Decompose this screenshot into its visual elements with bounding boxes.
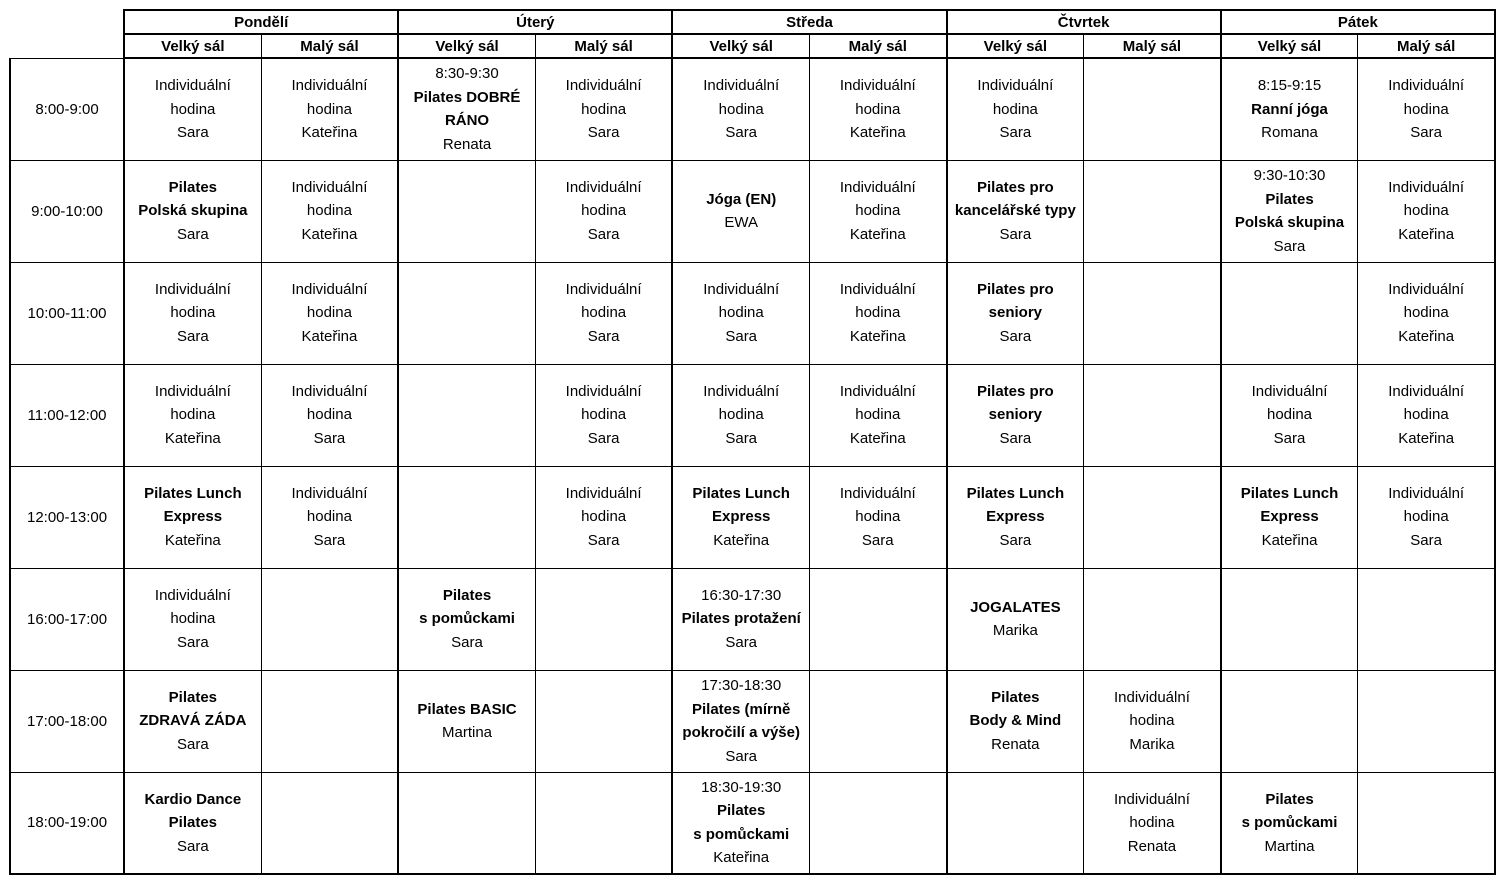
room-header-maly-sal: Malý sál (535, 34, 672, 58)
time-slot-row (10, 262, 1495, 364)
class-info-line: hodina (306, 304, 352, 322)
class-info-line: Individuální (291, 280, 368, 298)
class-info-line: hodina (855, 202, 901, 220)
empty-cell (1084, 58, 1221, 160)
day-header-streda: Středa (672, 10, 946, 34)
room-header-row (10, 34, 1495, 58)
class-info-line: hodina (581, 508, 627, 526)
empty-cell (1221, 670, 1358, 772)
class-info-line: Individuální (1388, 77, 1465, 94)
class-info-line: Kateřina (849, 327, 906, 345)
class-info-line: Individuální (291, 484, 368, 502)
class-cell (124, 772, 261, 874)
class-cell (809, 58, 946, 160)
class-cell (672, 160, 809, 262)
class-info-line: hodina (992, 100, 1038, 118)
class-info-line: Individuální (1113, 790, 1190, 808)
class-cell (947, 58, 1084, 160)
class-title-line: Pilates DOBRÉ (413, 88, 521, 106)
class-info-line: hodina (1129, 712, 1175, 730)
class-title-line: pokročilí a výše) (682, 724, 800, 741)
class-info-line: hodina (306, 508, 352, 526)
class-title-line: Pilates (168, 178, 218, 196)
class-info-line: Individuální (703, 280, 780, 298)
class-title-line: Pilates pro (977, 382, 1054, 400)
empty-cell (535, 670, 672, 772)
class-cell (672, 466, 809, 568)
class-info-line: Romana (1261, 124, 1318, 141)
class-title-line: Pilates protažení (681, 610, 801, 628)
class-info-line: Sara (1410, 124, 1442, 141)
class-title-line: Polská skupina (1234, 214, 1345, 231)
room-header-velky-sal: Velký sál (947, 34, 1084, 58)
class-cell (398, 568, 535, 670)
class-info-line: Individuální (154, 382, 231, 400)
class-info-line: hodina (1129, 814, 1175, 831)
class-info-line: hodina (581, 406, 627, 424)
class-title-line: s pomůckami (419, 610, 515, 628)
class-info-line: Sara (999, 124, 1032, 141)
class-info-line: Sara (587, 429, 620, 447)
room-header-maly-sal: Malý sál (809, 34, 946, 58)
time-label: 9:00-10:00 (10, 160, 124, 262)
class-info-line: Kateřina (1398, 225, 1455, 243)
class-info-line: 16:30-17:30 (701, 586, 782, 604)
time-slot-row (10, 670, 1495, 772)
class-cell (947, 466, 1084, 568)
class-info-line: Individuální (839, 178, 916, 196)
class-info-line: Individuální (839, 77, 916, 94)
class-info-line: hodina (1403, 508, 1449, 526)
class-info-line: hodina (1403, 304, 1449, 322)
class-info-line: 8:30-9:30 (435, 65, 499, 83)
empty-cell (1358, 670, 1495, 772)
class-title-line: s pomůckami (693, 825, 790, 843)
class-info-line: hodina (718, 406, 764, 424)
class-info-line: Individuální (291, 178, 368, 196)
class-info-line: Kateřina (301, 124, 358, 141)
class-cell (398, 58, 535, 160)
time-label: 8:00-9:00 (10, 58, 124, 160)
class-cell (535, 364, 672, 466)
empty-cell (1358, 772, 1495, 874)
class-info-line: Sara (177, 735, 209, 753)
time-label: 11:00-12:00 (10, 364, 124, 466)
class-title-line: Ranní jóga (1251, 100, 1328, 118)
class-info-line: Sara (725, 327, 758, 345)
class-info-line: Individuální (565, 382, 642, 400)
empty-cell (535, 568, 672, 670)
time-label: 16:00-17:00 (10, 568, 124, 670)
class-info-line: hodina (1403, 406, 1449, 424)
class-info-line: Individuální (154, 280, 231, 298)
time-slot-row (10, 772, 1495, 874)
time-label: 17:00-18:00 (10, 670, 124, 772)
class-cell (672, 670, 809, 772)
class-info-line: hodina (1403, 202, 1449, 220)
class-info-line: 8:15-9:15 (1257, 77, 1322, 94)
class-info-line: Sara (313, 531, 346, 549)
class-info-line: Sara (1410, 531, 1442, 549)
class-title-line: Pilates Lunch (966, 484, 1065, 502)
class-title-line: ZDRAVÁ ZÁDA (139, 712, 247, 730)
class-info-line: Kateřina (164, 429, 221, 447)
class-cell (261, 58, 398, 160)
class-cell (1221, 160, 1358, 262)
class-cell (261, 466, 398, 568)
class-info-line: hodina (581, 100, 627, 118)
class-info-line: hodina (581, 304, 627, 322)
class-cell (809, 364, 946, 466)
schedule-table (9, 9, 1496, 875)
class-cell (672, 772, 809, 874)
time-slot-row (10, 58, 1495, 160)
class-info-line: Sara (725, 429, 758, 447)
schedule-body (10, 58, 1495, 874)
class-info-line: Sara (587, 124, 620, 141)
class-info-line: Individuální (154, 586, 231, 604)
room-header-maly-sal: Malý sál (261, 34, 398, 58)
class-title-line: Express (163, 508, 223, 526)
class-info-line: hodina (718, 100, 764, 118)
class-title-line: Jóga (EN) (706, 190, 777, 208)
class-info-line: Individuální (291, 382, 368, 400)
class-info-line: Individuální (1388, 178, 1465, 196)
class-cell (947, 568, 1084, 670)
empty-cell (261, 670, 398, 772)
class-info-line: Sara (587, 531, 620, 549)
class-info-line: Individuální (565, 77, 642, 94)
room-header-velky-sal: Velký sál (1221, 34, 1358, 58)
room-header-maly-sal: Malý sál (1358, 34, 1495, 58)
class-cell (672, 364, 809, 466)
class-title-line: Pilates pro (977, 280, 1054, 298)
class-cell (1221, 364, 1358, 466)
class-info-line: Individuální (1251, 382, 1328, 400)
class-info-line: Kateřina (849, 124, 906, 141)
class-info-line: 17:30-18:30 (701, 677, 782, 694)
room-header-velky-sal: Velký sál (672, 34, 809, 58)
class-info-line: hodina (1266, 406, 1313, 424)
class-cell (1358, 160, 1495, 262)
class-title-line: Express (986, 508, 1045, 526)
class-info-line: Sara (177, 124, 209, 141)
class-info-line: Individuální (154, 77, 231, 94)
class-info-line: Sara (313, 429, 346, 447)
class-title-line: Pilates (168, 688, 218, 706)
class-title-line: Pilates Lunch (692, 484, 790, 502)
class-cell (124, 160, 261, 262)
class-title-line: Polská skupina (138, 202, 248, 220)
class-info-line: Sara (1273, 429, 1306, 447)
class-info-line: 18:30-19:30 (701, 778, 782, 796)
class-info-line: Individuální (703, 77, 780, 94)
class-info-line: Individuální (839, 382, 916, 400)
class-info-line: hodina (306, 100, 352, 118)
class-cell (809, 160, 946, 262)
class-info-line: EWA (724, 214, 758, 231)
time-slot-row (10, 160, 1495, 262)
class-info-line: Sara (999, 327, 1032, 345)
class-info-line: Kateřina (1398, 327, 1455, 345)
class-cell (947, 670, 1084, 772)
room-header-velky-sal: Velký sál (398, 34, 535, 58)
class-info-line: Sara (177, 633, 209, 651)
empty-cell (261, 772, 398, 874)
class-title-line: Pilates Lunch (144, 484, 242, 502)
class-title-line: Pilates (1265, 790, 1314, 808)
time-slot-row (10, 364, 1495, 466)
class-cell (1358, 466, 1495, 568)
day-header-ctvrtek: Čtvrtek (947, 10, 1221, 34)
class-info-line: Sara (999, 429, 1032, 447)
class-cell (947, 160, 1084, 262)
class-title-line: Pilates pro (977, 178, 1054, 196)
class-cell (809, 466, 946, 568)
class-info-line: Sara (999, 531, 1032, 549)
class-info-line: Kateřina (849, 429, 906, 447)
class-title-line: seniory (988, 304, 1043, 322)
class-title-line: Pilates (442, 586, 492, 604)
class-title-line: Pilates (991, 688, 1040, 706)
class-info-line: hodina (170, 406, 216, 424)
class-cell (672, 58, 809, 160)
class-title-line: kancelářské typy (954, 202, 1076, 220)
class-info-line: Individuální (1388, 484, 1465, 502)
empty-cell (1084, 262, 1221, 364)
class-cell (535, 466, 672, 568)
class-title-line: seniory (988, 406, 1043, 424)
class-info-line: Sara (725, 747, 758, 765)
class-info-line: hodina (1403, 100, 1449, 118)
class-info-line: hodina (855, 100, 901, 118)
class-info-line: Individuální (565, 178, 642, 196)
empty-cell (261, 568, 398, 670)
day-header-utery: Úterý (398, 10, 672, 34)
class-info-line: Sara (177, 225, 209, 243)
time-label: 10:00-11:00 (10, 262, 124, 364)
class-info-line: hodina (170, 610, 216, 628)
empty-cell (535, 772, 672, 874)
class-cell (535, 160, 672, 262)
class-info-line: Kateřina (849, 225, 906, 243)
day-header-row (10, 10, 1495, 34)
class-info-line: hodina (855, 304, 901, 322)
class-cell (124, 466, 261, 568)
class-info-line: Kateřina (713, 849, 770, 867)
empty-cell (1221, 262, 1358, 364)
class-title-line: Express (1260, 508, 1319, 526)
class-info-line: Individuální (839, 484, 916, 502)
class-info-line: hodina (718, 304, 764, 322)
class-cell (124, 262, 261, 364)
class-cell (124, 568, 261, 670)
class-cell (1358, 364, 1495, 466)
class-info-line: Martina (442, 724, 493, 741)
class-info-line: Sara (177, 837, 209, 855)
empty-cell (1358, 568, 1495, 670)
class-cell (1358, 58, 1495, 160)
class-info-line: Sara (587, 327, 620, 345)
empty-cell (398, 160, 535, 262)
class-info-line: Sara (1273, 237, 1306, 255)
class-cell (809, 262, 946, 364)
class-info-line: Kateřina (1398, 429, 1455, 447)
class-info-line: Sara (725, 124, 758, 141)
time-label: 18:00-19:00 (10, 772, 124, 874)
class-title-line: Pilates (1265, 190, 1314, 208)
class-cell (1084, 772, 1221, 874)
class-cell (124, 58, 261, 160)
class-info-line: hodina (170, 100, 216, 118)
class-info-line: Individuální (1388, 382, 1465, 400)
room-header-velky-sal: Velký sál (124, 34, 261, 58)
class-cell (535, 58, 672, 160)
class-cell (124, 364, 261, 466)
class-info-line: Individuální (1113, 688, 1190, 706)
class-info-line: Marika (1129, 735, 1175, 753)
empty-cell (809, 772, 946, 874)
time-slot-row (10, 466, 1495, 568)
class-cell (124, 670, 261, 772)
class-cell (672, 262, 809, 364)
empty-cell (809, 670, 946, 772)
class-info-line: 9:30-10:30 (1253, 167, 1326, 184)
empty-cell (809, 568, 946, 670)
class-info-line: Kateřina (301, 327, 358, 345)
day-header-pondeli: Pondělí (124, 10, 398, 34)
empty-cell (947, 772, 1084, 874)
class-cell (261, 160, 398, 262)
empty-cell (398, 772, 535, 874)
class-cell (672, 568, 809, 670)
class-cell (1221, 58, 1358, 160)
class-cell (947, 262, 1084, 364)
day-header-patek: Pátek (1221, 10, 1495, 34)
class-info-line: Individuální (839, 280, 916, 298)
class-info-line: Sara (861, 531, 894, 549)
corner-blank (10, 10, 124, 58)
class-title-line: Pilates (168, 814, 218, 831)
class-cell (1084, 670, 1221, 772)
class-info-line: Kateřina (1261, 531, 1318, 549)
class-info-line: hodina (306, 202, 352, 220)
class-info-line: hodina (855, 406, 901, 424)
class-title-line: RÁNO (444, 112, 490, 130)
class-info-line: Individuální (565, 280, 642, 298)
class-info-line: Renata (442, 135, 492, 153)
class-info-line: Sara (587, 225, 620, 243)
class-title-line: Pilates (mírně (692, 700, 791, 718)
empty-cell (1084, 466, 1221, 568)
class-cell (261, 262, 398, 364)
class-title-line: Pilates (717, 802, 766, 820)
empty-cell (1084, 568, 1221, 670)
class-cell (947, 364, 1084, 466)
class-info-line: hodina (581, 202, 627, 220)
class-title-line: JOGALATES (970, 598, 1061, 616)
class-info-line: Individuální (1388, 280, 1465, 298)
empty-cell (1084, 160, 1221, 262)
class-info-line: hodina (170, 304, 216, 322)
class-info-line: Individuální (565, 484, 642, 502)
class-info-line: hodina (855, 508, 901, 526)
class-info-line: Sara (177, 327, 209, 345)
class-info-line: Sara (725, 633, 758, 651)
class-info-line: Individuální (703, 382, 780, 400)
class-cell (261, 364, 398, 466)
class-info-line: Individuální (977, 77, 1054, 94)
class-info-line: Sara (999, 225, 1032, 243)
class-info-line: hodina (306, 406, 352, 424)
class-title-line: Express (712, 508, 771, 526)
class-cell (1358, 262, 1495, 364)
class-cell (535, 262, 672, 364)
class-cell (1221, 466, 1358, 568)
class-info-line: Renata (991, 735, 1040, 753)
class-info-line: Kateřina (301, 225, 358, 243)
empty-cell (398, 262, 535, 364)
time-slot-row (10, 568, 1495, 670)
class-info-line: Renata (1127, 837, 1177, 855)
class-title-line: Pilates BASIC (417, 700, 517, 718)
class-title-line: s pomůckami (1241, 814, 1338, 831)
empty-cell (1084, 364, 1221, 466)
empty-cell (398, 466, 535, 568)
class-title-line: Pilates Lunch (1240, 484, 1339, 502)
class-title-line: Body & Mind (969, 712, 1062, 730)
class-info-line: Sara (451, 633, 483, 651)
class-info-line: Kateřina (713, 531, 770, 549)
room-header-maly-sal: Malý sál (1084, 34, 1221, 58)
time-label: 12:00-13:00 (10, 466, 124, 568)
empty-cell (398, 364, 535, 466)
class-info-line: Marika (992, 622, 1038, 639)
class-cell (1221, 772, 1358, 874)
class-info-line: Martina (1264, 837, 1315, 855)
class-info-line: Kateřina (164, 531, 221, 549)
class-cell (398, 670, 535, 772)
empty-cell (1221, 568, 1358, 670)
class-info-line: Individuální (291, 77, 368, 94)
class-title-line: Kardio Dance (144, 790, 242, 808)
